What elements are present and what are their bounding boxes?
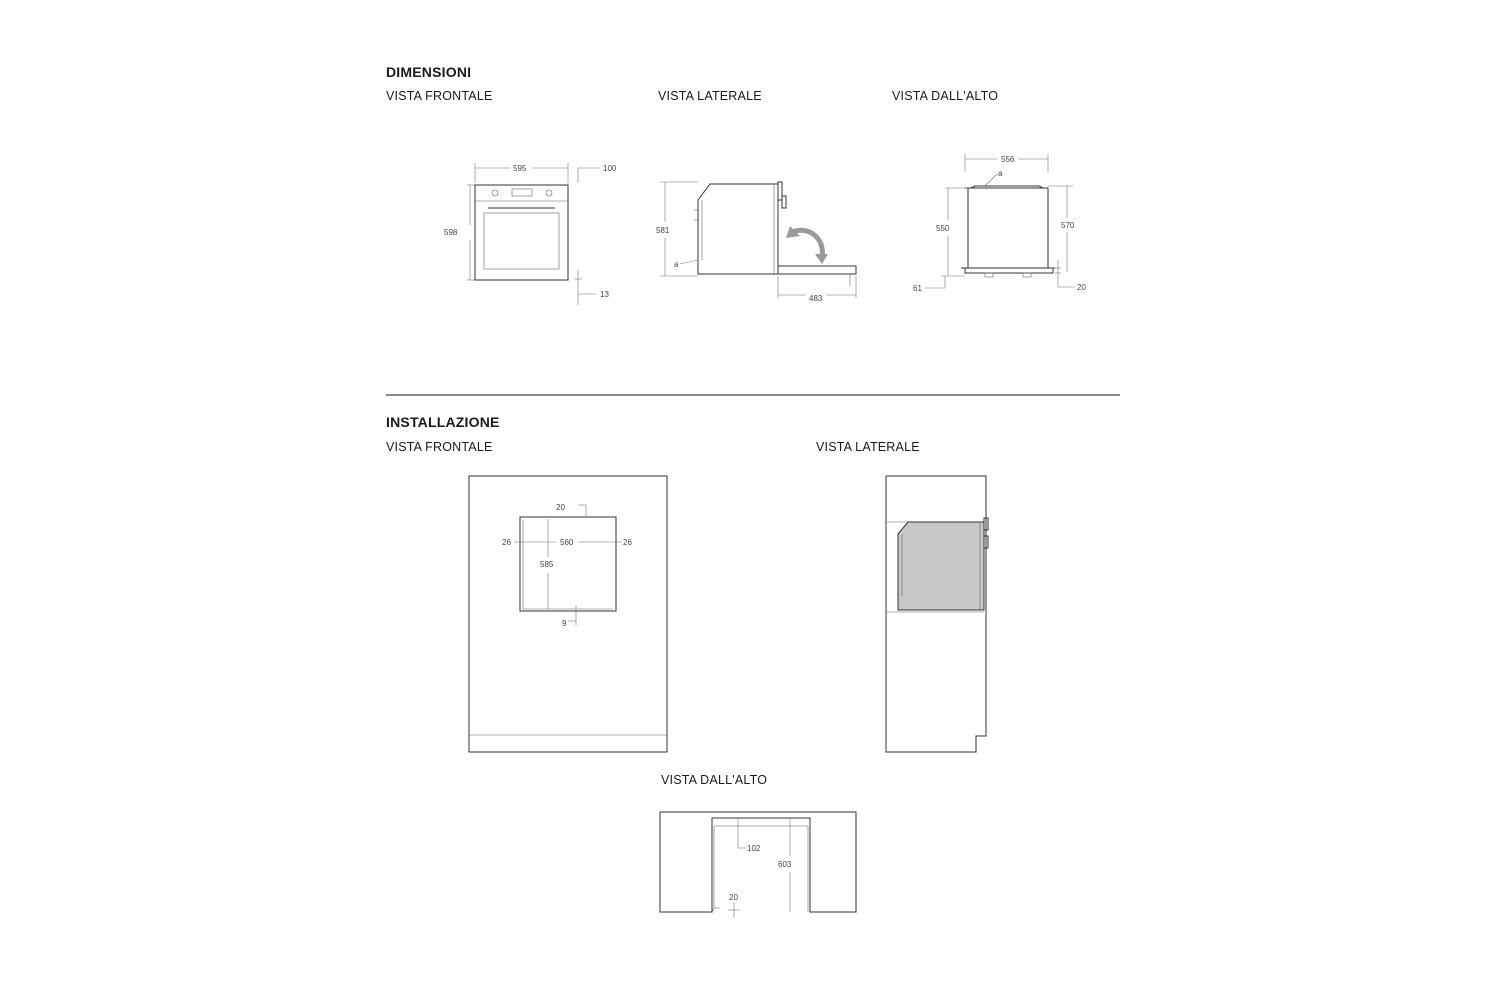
install-back-gap-label: 102 (747, 844, 761, 853)
front-width-label: 595 (513, 164, 527, 173)
front-height-label: 598 (444, 228, 458, 237)
installation-top-label: VISTA DALL'ALTO (661, 773, 768, 787)
installation-top-drawing (658, 810, 860, 920)
install-right-gap-label: 26 (623, 538, 632, 547)
installation-title: INSTALLAZIONE (386, 414, 500, 430)
top-front-offset-label: 61 (913, 284, 922, 293)
dimensions-front-label: VISTA FRONTALE (386, 89, 493, 103)
installation-side-label: VISTA LATERALE (816, 440, 920, 454)
installation-front-label: VISTA FRONTALE (386, 440, 493, 454)
front-bottom-offset-label: 13 (600, 290, 609, 299)
side-door-open-label: 483 (809, 294, 823, 303)
installation-side-drawing (884, 474, 994, 756)
section-divider (386, 394, 1120, 396)
install-depth-label: 603 (778, 860, 792, 869)
install-bottom-gap-label: 9 (562, 619, 567, 628)
front-top-offset-label: 100 (603, 164, 617, 173)
install-width-label: 560 (560, 538, 574, 547)
top-total-depth-label: 570 (1061, 221, 1075, 230)
dimensions-front-drawing (440, 155, 630, 305)
top-marker-label: a (998, 169, 1003, 178)
top-width-label: 556 (1001, 155, 1015, 164)
side-depth-label: 581 (656, 226, 670, 235)
dimensions-side-drawing (650, 170, 870, 310)
dimensions-title: DIMENSIONI (386, 64, 472, 80)
install-front-gap-label: 20 (729, 893, 738, 902)
install-top-gap-label: 20 (556, 503, 565, 512)
dimensions-top-label: VISTA DALL'ALTO (892, 89, 999, 103)
side-marker-label: a (674, 260, 679, 269)
dimensions-side-label: VISTA LATERALE (658, 89, 762, 103)
install-height-label: 585 (540, 560, 554, 569)
installed-oven-shape (898, 522, 984, 610)
top-back-offset-label: 20 (1077, 283, 1086, 292)
installation-front-drawing (468, 475, 670, 755)
install-left-gap-label: 26 (502, 538, 511, 547)
top-body-depth-label: 550 (936, 224, 950, 233)
dimensions-top-drawing (905, 150, 1105, 300)
